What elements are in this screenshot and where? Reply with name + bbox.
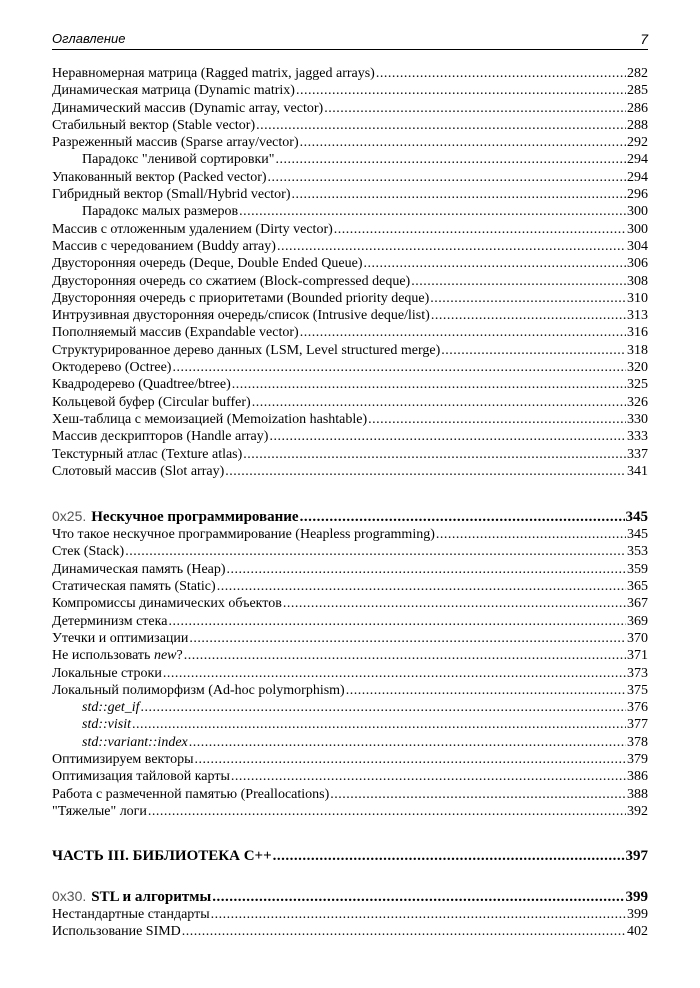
toc-entry-page: 330 (627, 411, 648, 427)
toc-entry-label: Октодерево (Octree) (52, 360, 172, 376)
toc-entry-page: 378 (627, 734, 648, 750)
toc-entry-label: Двусторонняя очередь со сжатием (Block-compressed deque) (52, 273, 411, 289)
toc-entry-page: 296 (627, 187, 648, 203)
chapter-page: 399 (625, 889, 648, 906)
toc-entry-label: Текстурный атлас (Texture atlas) (52, 446, 243, 462)
toc-entry[interactable] (52, 203, 648, 220)
toc-entry[interactable] (52, 65, 648, 82)
toc-entry-page: 379 (627, 751, 648, 767)
toc-entry[interactable] (52, 169, 648, 186)
toc-entry-page: 375 (627, 682, 648, 698)
toc-entry-page: 333 (627, 429, 648, 445)
toc-entry-label: Оптимизация тайловой карты (52, 769, 230, 785)
toc-entry[interactable] (52, 359, 648, 376)
toc-entry-page: 304 (627, 238, 648, 254)
toc-entry-page: 402 (627, 924, 648, 940)
toc-entry[interactable] (52, 100, 648, 117)
toc-entry[interactable] (52, 324, 648, 341)
toc-entry[interactable] (52, 682, 648, 699)
toc-entry-page: 353 (627, 544, 648, 560)
table-of-contents (52, 65, 648, 941)
toc-entry-label: Статическая память (Static) (52, 579, 216, 595)
toc-entry-label: Компромиссы динамических объектов (52, 596, 282, 612)
toc-entry-page: 399 (627, 907, 648, 923)
toc-entry[interactable] (52, 376, 648, 393)
toc-entry-page: 371 (627, 648, 648, 664)
toc-entry-label: Массив с чередованием (Buddy array) (52, 238, 276, 254)
toc-entry-page: 365 (627, 579, 648, 595)
toc-entry-page: 370 (627, 630, 648, 646)
header-title: Оглавление (52, 31, 126, 46)
toc-entry-page: 325 (627, 377, 648, 393)
chapter-title: STL и алгоритмы (91, 889, 212, 906)
toc-entry-label: Массив дескрипторов (Handle array) (52, 429, 269, 445)
toc-entry-page: 288 (627, 117, 648, 133)
toc-entry-label: Стабильный вектор (Stable vector) (52, 117, 256, 133)
toc-entry-label: Слотовый массив (Slot array) (52, 463, 225, 479)
toc-entry-label: Упакованный вектор (Packed vector) (52, 169, 267, 185)
toc-section-containers (52, 65, 648, 480)
running-header (52, 27, 648, 50)
toc-entry-label: Неравномерная матрица (Ragged matrix, jagged arrays) (52, 66, 375, 81)
part-page: 397 (625, 848, 648, 865)
toc-entry-page: 316 (627, 325, 648, 341)
toc-entry-label: Пополняемый массив (Expandable vector) (52, 325, 299, 341)
toc-entry-label: Оптимизируем векторы (52, 751, 194, 767)
toc-entry-page: 359 (627, 561, 648, 577)
toc-entry-page: 326 (627, 394, 648, 410)
toc-entry[interactable] (52, 221, 648, 238)
toc-part-3[interactable] (52, 846, 648, 866)
toc-entry[interactable] (52, 186, 648, 203)
toc-entry-label: Динамическая память (Heap) (52, 561, 226, 577)
part-title: ЧАСТЬ III. БИБЛИОТЕКА C++ (52, 848, 272, 865)
toc-entry[interactable] (52, 543, 648, 560)
toc-entry[interactable] (52, 803, 648, 820)
toc-entry[interactable] (52, 923, 648, 940)
toc-entry[interactable] (52, 307, 648, 324)
toc-entry-label: "Тяжелые" логи (52, 803, 147, 819)
toc-entry[interactable] (52, 699, 648, 716)
toc-entry[interactable] (52, 734, 648, 751)
toc-entry-page: 313 (627, 308, 648, 324)
toc-section-stl (52, 906, 648, 941)
toc-entry-page: 392 (627, 803, 648, 819)
toc-entry-page: 377 (627, 717, 648, 733)
toc-entry-page: 300 (627, 204, 648, 220)
toc-entry[interactable] (52, 446, 648, 463)
toc-entry-label: Динамический массив (Dynamic array, vector) (52, 100, 324, 116)
header-page-number: 7 (640, 31, 648, 47)
toc-entry-page: 306 (627, 256, 648, 272)
toc-entry-page: 300 (627, 221, 648, 237)
toc-entry[interactable] (52, 82, 648, 99)
toc-chapter-0x30[interactable] (52, 886, 648, 906)
toc-entry-page: 376 (627, 700, 648, 716)
toc-entry[interactable] (52, 411, 648, 428)
toc-entry[interactable] (52, 665, 648, 682)
toc-entry-label: Структурированное дерево данных (LSM, Level structured merge) (52, 342, 441, 358)
chapter-title: Нескучное программирование (91, 509, 299, 526)
toc-entry-page: 345 (627, 527, 648, 543)
toc-entry-label: Разреженный массив (Sparse array/vector) (52, 135, 299, 151)
toc-entry-page: 367 (627, 596, 648, 612)
toc-chapter-0x25[interactable] (52, 506, 648, 526)
toc-entry-label: Парадокс "ленивой сортировки" (82, 152, 275, 168)
toc-entry-page: 294 (627, 169, 648, 185)
toc-entry-label: std::get_if (82, 700, 140, 716)
toc-entry-label: Динамическая матрица (Dynamic matrix) (52, 83, 295, 99)
toc-entry-label: Работа с размеченной памятью (Preallocations) (52, 786, 330, 802)
toc-entry[interactable] (52, 394, 648, 411)
toc-entry[interactable] (52, 647, 648, 664)
toc-entry-page: 388 (627, 786, 648, 802)
toc-entry[interactable] (52, 428, 648, 445)
toc-entry-label: Кольцевой буфер (Circular buffer) (52, 394, 251, 410)
toc-entry-page: 294 (627, 152, 648, 168)
toc-entry-page: 285 (627, 83, 648, 99)
toc-entry-label: Локальный полиморфизм (Ad-hoc polymorphism) (52, 682, 345, 698)
toc-entry-page: 292 (627, 135, 648, 151)
toc-entry-page: 308 (627, 273, 648, 289)
chapter-page: 345 (625, 509, 648, 526)
toc-entry-label: Гибридный вектор (Small/Hybrid vector) (52, 187, 291, 203)
toc-entry[interactable] (52, 117, 648, 134)
toc-entry-page: 318 (627, 342, 648, 358)
toc-entry[interactable] (52, 768, 648, 785)
toc-entry-label: Парадокс малых размеров (82, 204, 239, 220)
toc-entry-label: Стек (Stack) (52, 544, 125, 560)
toc-entry-label: Нестандартные стандарты (52, 907, 210, 923)
toc-entry-label: Квадродерево (Quadtree/btree) (52, 377, 231, 393)
toc-entry-label: Интрузивная двусторонняя очередь/список (Intrusive deque/list) (52, 308, 430, 324)
toc-entry[interactable] (52, 578, 648, 595)
toc-entry-label: Использование SIMD (52, 924, 181, 940)
toc-entry-page: 320 (627, 360, 648, 376)
toc-entry[interactable] (52, 786, 648, 803)
toc-entry-page: 369 (627, 613, 648, 629)
chapter-code: 0x25. (52, 508, 87, 525)
toc-entry-page: 373 (627, 665, 648, 681)
toc-entry[interactable] (52, 290, 648, 307)
toc-entry[interactable] (52, 273, 648, 290)
toc-entry-label: std::variant::index (82, 734, 188, 750)
toc-entry-page: 337 (627, 446, 648, 462)
toc-entry[interactable] (52, 134, 648, 151)
toc-entry[interactable] (52, 561, 648, 578)
toc-entry[interactable] (52, 463, 648, 480)
toc-entry[interactable] (52, 238, 648, 255)
toc-entry-label: Что такое нескучное программирование (Heapless programming) (52, 527, 435, 543)
toc-entry[interactable] (52, 751, 648, 768)
chapter-code: 0x30. (52, 888, 87, 905)
toc-entry[interactable] (52, 613, 648, 630)
toc-entry-page: 310 (627, 290, 648, 306)
toc-entry[interactable] (52, 151, 648, 168)
toc-entry-page: 341 (627, 463, 648, 479)
toc-entry-label: Локальные строки (52, 665, 162, 681)
toc-entry-label: Двусторонняя очередь с приоритетами (Bounded priority deque) (52, 290, 430, 306)
toc-entry[interactable] (52, 716, 648, 733)
toc-entry-page: 282 (627, 66, 648, 81)
toc-entry[interactable] (52, 906, 648, 923)
toc-entry-page: 286 (627, 100, 648, 116)
toc-entry-label: Двусторонняя очередь (Deque, Double Ended Queue) (52, 256, 363, 272)
toc-entry-label: Хеш-таблица с мемоизацией (Memoization hashtable) (52, 411, 368, 427)
toc-entry-page: 386 (627, 769, 648, 785)
toc-entry[interactable] (52, 255, 648, 272)
toc-entry[interactable] (52, 630, 648, 647)
toc-entry-label: Детерминизм стека (52, 613, 168, 629)
toc-entry-label: Не использовать new? (52, 648, 183, 664)
toc-entry[interactable] (52, 342, 648, 359)
toc-entry[interactable] (52, 595, 648, 612)
toc-entry[interactable] (52, 526, 648, 543)
toc-entry-label: Массив с отложенным удалением (Dirty vector) (52, 221, 333, 237)
toc-entry-label: Утечки и оптимизации (52, 630, 189, 646)
toc-entry-label: std::visit (82, 717, 131, 733)
toc-section-heapless (52, 526, 648, 820)
